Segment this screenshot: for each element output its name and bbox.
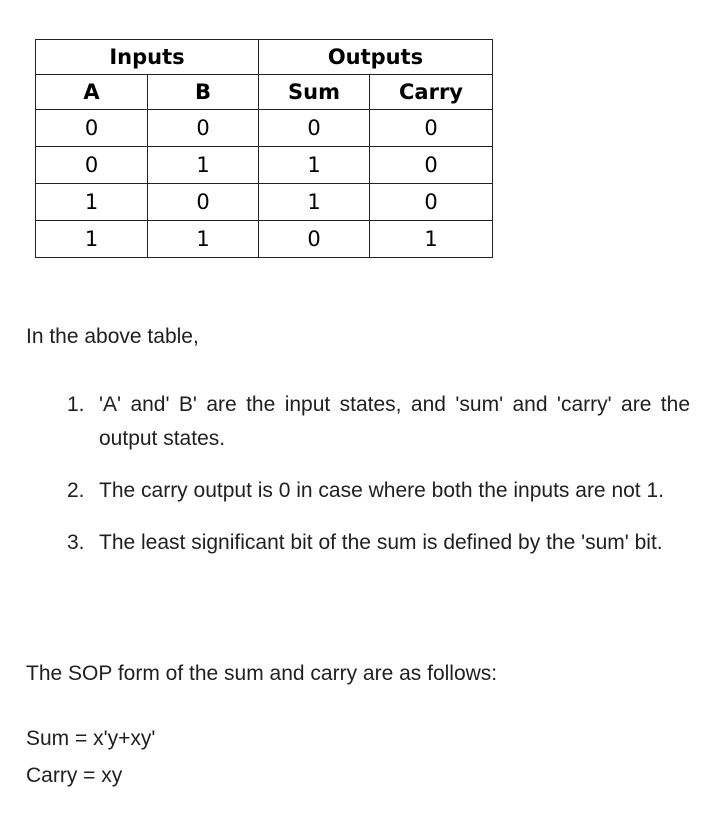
table-cell: 0 [259,221,370,258]
table-cell: 0 [259,110,370,147]
list-item-number: 3. [67,531,85,554]
table-row [36,221,493,258]
list-item-number: 1. [67,393,85,416]
explanation-list [67,388,690,578]
intro-text: In the above table, [26,325,199,348]
table-cell: 1 [259,184,370,221]
table-row [36,184,493,221]
list-item-text: The carry output is 0 in case where both the inputs are not 1. [99,479,664,502]
table-cell: 1 [370,221,493,258]
sop-intro-text: The SOP form of the sum and carry are as follows: [26,662,498,685]
table-cell: 0 [36,110,148,147]
table-cell: 0 [370,147,493,184]
list-item [67,388,690,456]
table-cell: 1 [148,147,259,184]
table-cell: 0 [148,184,259,221]
carry-formula: Carry = xy [26,764,123,787]
table-cell: 1 [36,221,148,258]
truth-table [35,39,493,258]
list-item-text: 'A' and' B' are the input states, and 'sum' and 'carry' are the output states. [99,393,690,450]
list-item-text: The least significant bit of the sum is defined by the 'sum' bit. [99,531,663,554]
sum-formula: Sum = x'y+xy' [26,727,156,750]
column-header-b: B [148,75,259,110]
table-cell: 1 [36,184,148,221]
table-cell: 0 [370,184,493,221]
table-cell: 0 [36,147,148,184]
group-header-row [36,40,493,75]
table-cell: 1 [259,147,370,184]
table-row [36,147,493,184]
column-header-carry: Carry [370,75,493,110]
inputs-header: Inputs [36,40,259,75]
column-header-row [36,75,493,110]
table-cell: 0 [370,110,493,147]
table-cell: 0 [148,110,259,147]
outputs-header: Outputs [259,40,493,75]
table-cell: 1 [148,221,259,258]
column-header-a: A [36,75,148,110]
list-item-number: 2. [67,479,85,502]
list-item [67,526,690,560]
table-row [36,110,493,147]
list-item [67,474,690,508]
column-header-sum: Sum [259,75,370,110]
